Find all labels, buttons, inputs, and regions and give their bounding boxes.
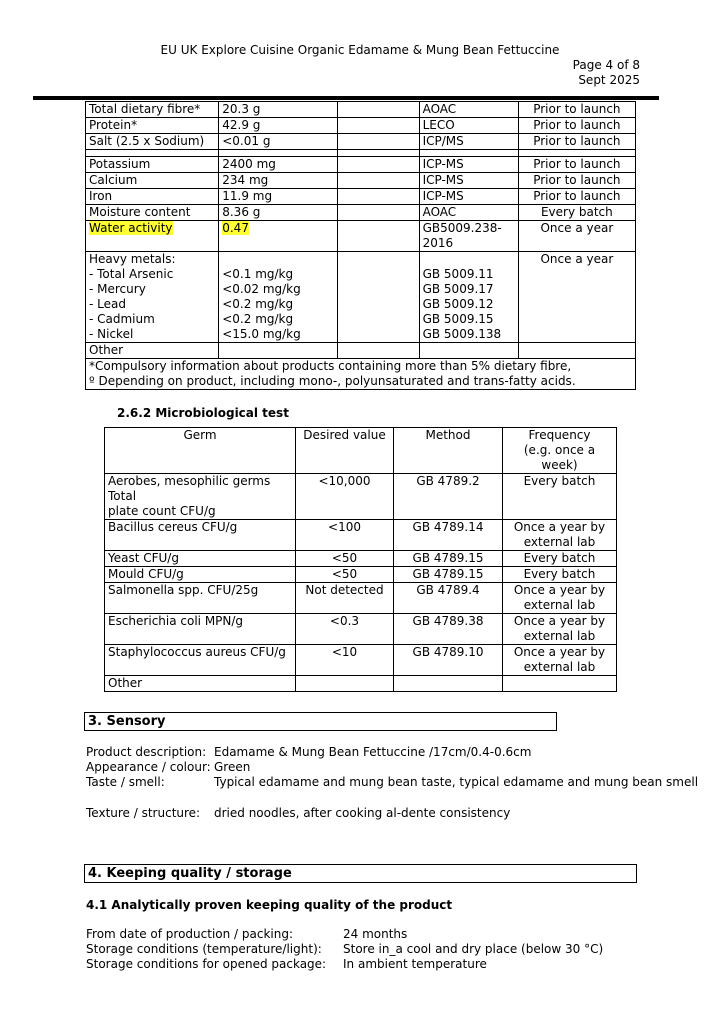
test-frequency: Once a year by external lab (503, 645, 617, 676)
table-row (86, 173, 636, 189)
sensory-value: Green (214, 760, 251, 774)
table-footnote: *Compulsory information about products containing more than 5% dietary fibre, º Depending on product, including mono-, polyunsaturated and trans-fatty acids. (86, 359, 636, 390)
sensory-label: Appearance / colour: (86, 760, 211, 774)
highlighted-text: 0.47 (222, 221, 249, 235)
test-method: GB 4789.38 (394, 614, 503, 645)
nutrient-frequency: Prior to launch (518, 173, 635, 189)
table-row (86, 205, 636, 221)
nutrient-value: 11.9 mg (219, 189, 338, 205)
table-row (105, 474, 617, 520)
sensory-label: Taste / smell: (86, 775, 165, 789)
nutrient-name (86, 221, 219, 252)
nutrient-value: <0.01 g (219, 134, 338, 150)
page-number: Page 4 of 8 (572, 58, 640, 72)
other-label: Other (105, 676, 296, 692)
nutrient-frequency: Prior to launch (518, 157, 635, 173)
nutrient-method: GB5009.238- 2016 (419, 221, 518, 252)
table-row-spacer (86, 150, 636, 157)
nutrient-name: Protein* (86, 118, 219, 134)
test-frequency: Once a year by external lab (503, 614, 617, 645)
table-row (105, 567, 617, 583)
desired-value: <10,000 (296, 474, 394, 520)
heavy-metals-methods: GB 5009.11 GB 5009.17 GB 5009.12 GB 5009.15 GB 5009.138 (419, 252, 518, 343)
column-header: Desired value (296, 428, 394, 474)
sensory-value: dried noodles, after cooking al-dente consistency (214, 806, 511, 820)
sensory-label: Texture / structure: (86, 806, 201, 820)
nutrient-value: 20.3 g (219, 102, 338, 118)
table-row (86, 189, 636, 205)
page-number-block (573, 58, 640, 88)
heavy-metals-values: <0.1 mg/kg <0.02 mg/kg <0.2 mg/kg <0.2 mg/kg <15.0 mg/kg (219, 252, 338, 343)
table-row (105, 520, 617, 551)
table-row (105, 645, 617, 676)
sensory-details (86, 745, 699, 835)
nutrient-value: 8.36 g (219, 205, 338, 221)
keeping-label: Storage conditions (temperature/light): (86, 942, 322, 956)
other-label: Other (86, 343, 219, 359)
keeping-section-heading: 4. Keeping quality / storage (84, 864, 637, 883)
desired-value: <100 (296, 520, 394, 551)
germ-name: Bacillus cereus CFU/g (105, 520, 296, 551)
test-frequency: Once a year by external lab (503, 520, 617, 551)
table-row-heavy-metals (86, 252, 636, 343)
table-row (105, 676, 617, 692)
nutrient-frequency: Once a year (518, 221, 635, 252)
desired-value: <50 (296, 551, 394, 567)
nutrient-name: Iron (86, 189, 219, 205)
nutrient-value (219, 221, 338, 252)
test-method: GB 4789.15 (394, 551, 503, 567)
germ-name: Yeast CFU/g (105, 551, 296, 567)
keeping-value: Store in_a cool and dry place (below 30 °C) (343, 942, 604, 956)
nutrient-method: LECO (419, 118, 518, 134)
table-row (86, 157, 636, 173)
table-row (86, 102, 636, 118)
table-row (86, 118, 636, 134)
table-header-row (105, 428, 617, 474)
page-date: Sept 2025 (578, 73, 640, 87)
table-row (86, 221, 636, 252)
test-method: GB 4789.2 (394, 474, 503, 520)
test-frequency: Every batch (503, 567, 617, 583)
column-header: Germ (105, 428, 296, 474)
microbiological-table (104, 427, 617, 692)
nutrient-method: ICP-MS (419, 173, 518, 189)
test-method: GB 4789.10 (394, 645, 503, 676)
heavy-metals-names: Heavy metals: - Total Arsenic - Mercury - Lead - Cadmium - Nickel (86, 252, 219, 343)
keeping-label: From date of production / packing: (86, 927, 294, 941)
micro-heading: 2.6.2 Microbiological test (117, 406, 289, 420)
desired-value: <10 (296, 645, 394, 676)
germ-name: Salmonella spp. CFU/25g (105, 583, 296, 614)
test-frequency: Once a year by external lab (503, 583, 617, 614)
germ-name: Mould CFU/g (105, 567, 296, 583)
germ-name: Aerobes, mesophilic germs Total plate count CFU/g (105, 474, 296, 520)
test-method: GB 4789.4 (394, 583, 503, 614)
test-method: GB 4789.14 (394, 520, 503, 551)
sensory-value: Edamame & Mung Bean Fettuccine /17cm/0.4-0.6cm (214, 745, 532, 759)
nutrient-name: Calcium (86, 173, 219, 189)
table-row (105, 583, 617, 614)
keeping-label: Storage conditions for opened package: (86, 957, 327, 971)
nutrient-method: ICP-MS (419, 157, 518, 173)
desired-value: <0.3 (296, 614, 394, 645)
nutrient-value: 2400 mg (219, 157, 338, 173)
nutrient-name: Salt (2.5 x Sodium) (86, 134, 219, 150)
keeping-value: 24 months (343, 927, 408, 941)
test-frequency: Every batch (503, 551, 617, 567)
nutrient-frequency: Prior to launch (518, 102, 635, 118)
page-header-title: EU UK Explore Cuisine Organic Edamame & Mung Bean Fettuccine (160, 43, 560, 57)
keeping-value: In ambient temperature (343, 957, 487, 971)
nutrition-table (85, 101, 636, 390)
test-frequency: Every batch (503, 474, 617, 520)
nutrient-frequency: Prior to launch (518, 189, 635, 205)
test-method: GB 4789.15 (394, 567, 503, 583)
table-row (105, 614, 617, 645)
table-row (105, 551, 617, 567)
column-header: Method (394, 428, 503, 474)
nutrient-frequency: Prior to launch (518, 118, 635, 134)
desired-value: Not detected (296, 583, 394, 614)
header-rule (33, 96, 659, 100)
keeping-subheading: 4.1 Analytically proven keeping quality of the product (86, 898, 453, 912)
sensory-value: Typical edamame and mung bean taste, typical edamame and mung bean smell (214, 775, 699, 789)
desired-value: <50 (296, 567, 394, 583)
keeping-details (86, 927, 646, 975)
nutrient-name: Potassium (86, 157, 219, 173)
nutrient-value: 234 mg (219, 173, 338, 189)
germ-name: Staphylococcus aureus CFU/g (105, 645, 296, 676)
nutrient-value: 42.9 g (219, 118, 338, 134)
table-row (86, 134, 636, 150)
nutrient-method: ICP/MS (419, 134, 518, 150)
highlighted-text: Water activity (89, 221, 173, 235)
nutrient-name: Moisture content (86, 205, 219, 221)
nutrient-frequency: Every batch (518, 205, 635, 221)
heavy-metals-frequency: Once a year (518, 252, 635, 343)
nutrient-name: Total dietary fibre* (86, 102, 219, 118)
column-header: Frequency (e.g. once a week) (503, 428, 617, 474)
table-footnote-row (86, 359, 636, 390)
table-row (86, 343, 636, 359)
sensory-section-heading: 3. Sensory (84, 712, 557, 731)
germ-name: Escherichia coli MPN/g (105, 614, 296, 645)
nutrient-method: AOAC (419, 102, 518, 118)
nutrient-method: AOAC (419, 205, 518, 221)
nutrient-method: ICP-MS (419, 189, 518, 205)
nutrient-frequency: Prior to launch (518, 134, 635, 150)
sensory-label: Product description: (86, 745, 207, 759)
